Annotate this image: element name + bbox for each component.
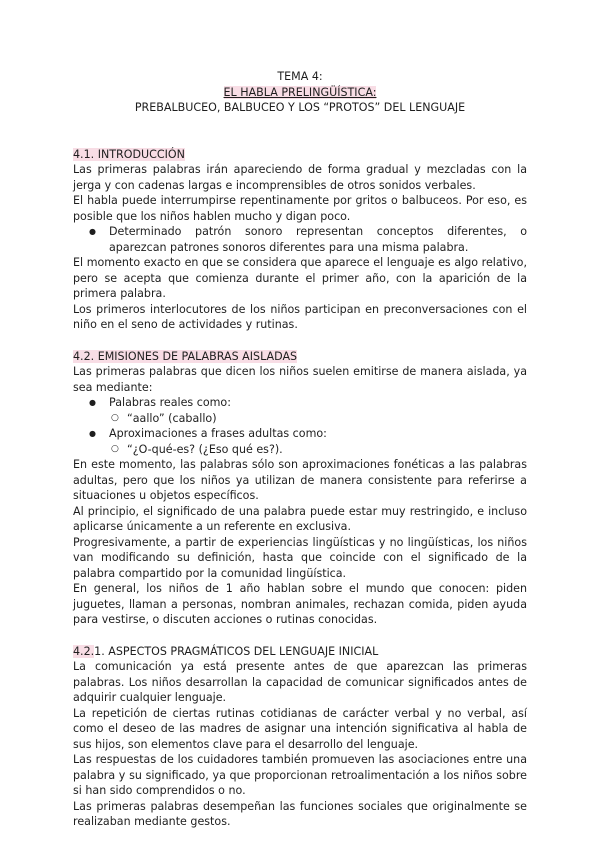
paragraph: Progresivamente, a partir de experiencias lingüísticas y no lingüísticas, los niños van modificando su definición, hasta que coincide con el significado de la palabra compartido por la comunidad lingüística.	[73, 535, 527, 580]
paragraph: Al principio, el significado de una palabra puede estar muy restringido, e incluso aplicarse únicamente a un referente en exclusiva.	[73, 504, 527, 533]
sub-list-item: ○ “¿O-qué-es? (¿Eso qué es?).	[111, 442, 527, 458]
paragraph: El habla puede interrumpirse repentinamente por gritos o balbuceos. Por eso, es posible que los niños hablen mucho y digan poco.	[73, 194, 527, 223]
section-emisiones	[73, 349, 527, 628]
paragraph: Las primeras palabras que dicen los niños suelen emitirse de manera aislada, ya sea mediante:	[73, 365, 527, 394]
list-item-label: Aproximaciones a frases adultas como:	[109, 427, 327, 440]
paragraph: Los primeros interlocutores de los niños participan en preconversaciones con el niño en el seno de actividades y rutinas.	[73, 302, 527, 331]
list-item: ● Determinado patrón sonoro representan conceptos diferentes, o aparezcan patrones sonoros diferentes para una misma palabra.	[89, 224, 527, 255]
bullet-list	[73, 426, 527, 442]
bullet-list	[73, 224, 527, 255]
paragraph: El momento exacto en que se considera que aparece el lenguaje es algo relativo, pero se acepta que comienza durante el primer año, con la aparición de la primera palabra.	[73, 256, 527, 300]
list-item	[89, 395, 527, 411]
heading-text: 1. ASPECTOS PRAGMÁTICOS DEL LENGUAJE INICIAL	[94, 644, 379, 658]
section-introduccion	[73, 147, 527, 333]
list-item-label: Palabras reales como:	[109, 396, 231, 409]
document-header	[73, 69, 527, 116]
bullet-list	[73, 395, 527, 411]
list-item	[89, 426, 527, 442]
sub-list-item: ○ “aallo” (caballo)	[111, 411, 527, 427]
paragraph: La comunicación ya está presente antes de que aparezcan las primeras palabras. Los niños desarrollan la capacidad de comunicar significados antes de adquirir cualquier lenguaje.	[73, 660, 527, 704]
document-page	[73, 69, 527, 830]
heading-number: 4.2.	[73, 644, 95, 658]
section-heading: 4.2. EMISIONES DE PALABRAS AISLADAS	[73, 349, 298, 363]
paragraph: En este momento, las palabras sólo son aproximaciones fonéticas a las palabras adultas, pero que los niños ya utilizan de manera consistente para referirse a situaciones u objetos específicos.	[73, 458, 527, 502]
sub-list	[73, 411, 527, 427]
section-aspectos-pragmaticos	[73, 644, 527, 830]
section-heading	[73, 644, 527, 660]
document-subtitle: PREBALBUCEO, BALBUCEO Y LOS “PROTOS” DEL LENGUAJE	[134, 101, 466, 114]
sub-list	[73, 442, 527, 458]
paragraph: En general, los niños de 1 año hablan sobre el mundo que conocen: piden juguetes, llaman a personas, nombran animales, rechazan comida, piden ayuda para vestirse, o discuten acciones o rutinas conocidas.	[73, 582, 527, 626]
section-heading: 4.1. INTRODUCCIÓN	[73, 147, 185, 161]
tema-label: TEMA 4:	[277, 70, 323, 83]
document-title: EL HABLA PRELINGÜÍSTICA:	[223, 85, 377, 99]
paragraph: Las respuestas de los cuidadores también promueven las asociaciones entre una palabra y su significado, ya que proporcionan retroalimentación a los niños sobre si han sido comprendidos o no.	[73, 753, 527, 797]
paragraph: Las primeras palabras desempeñan las funciones sociales que originalmente se realizaban mediante gestos.	[73, 799, 527, 828]
paragraph: Las primeras palabras irán apareciendo de forma gradual y mezcladas con la jerga y con cadenas largas e incomprensibles de otros sonidos verbales.	[73, 163, 527, 192]
paragraph: La repetición de ciertas rutinas cotidianas de carácter verbal y no verbal, así como el deseo de las madres de asignar una intención significativa al habla de sus hijos, son elementos clave para el desarrollo del lenguaje.	[73, 706, 527, 751]
